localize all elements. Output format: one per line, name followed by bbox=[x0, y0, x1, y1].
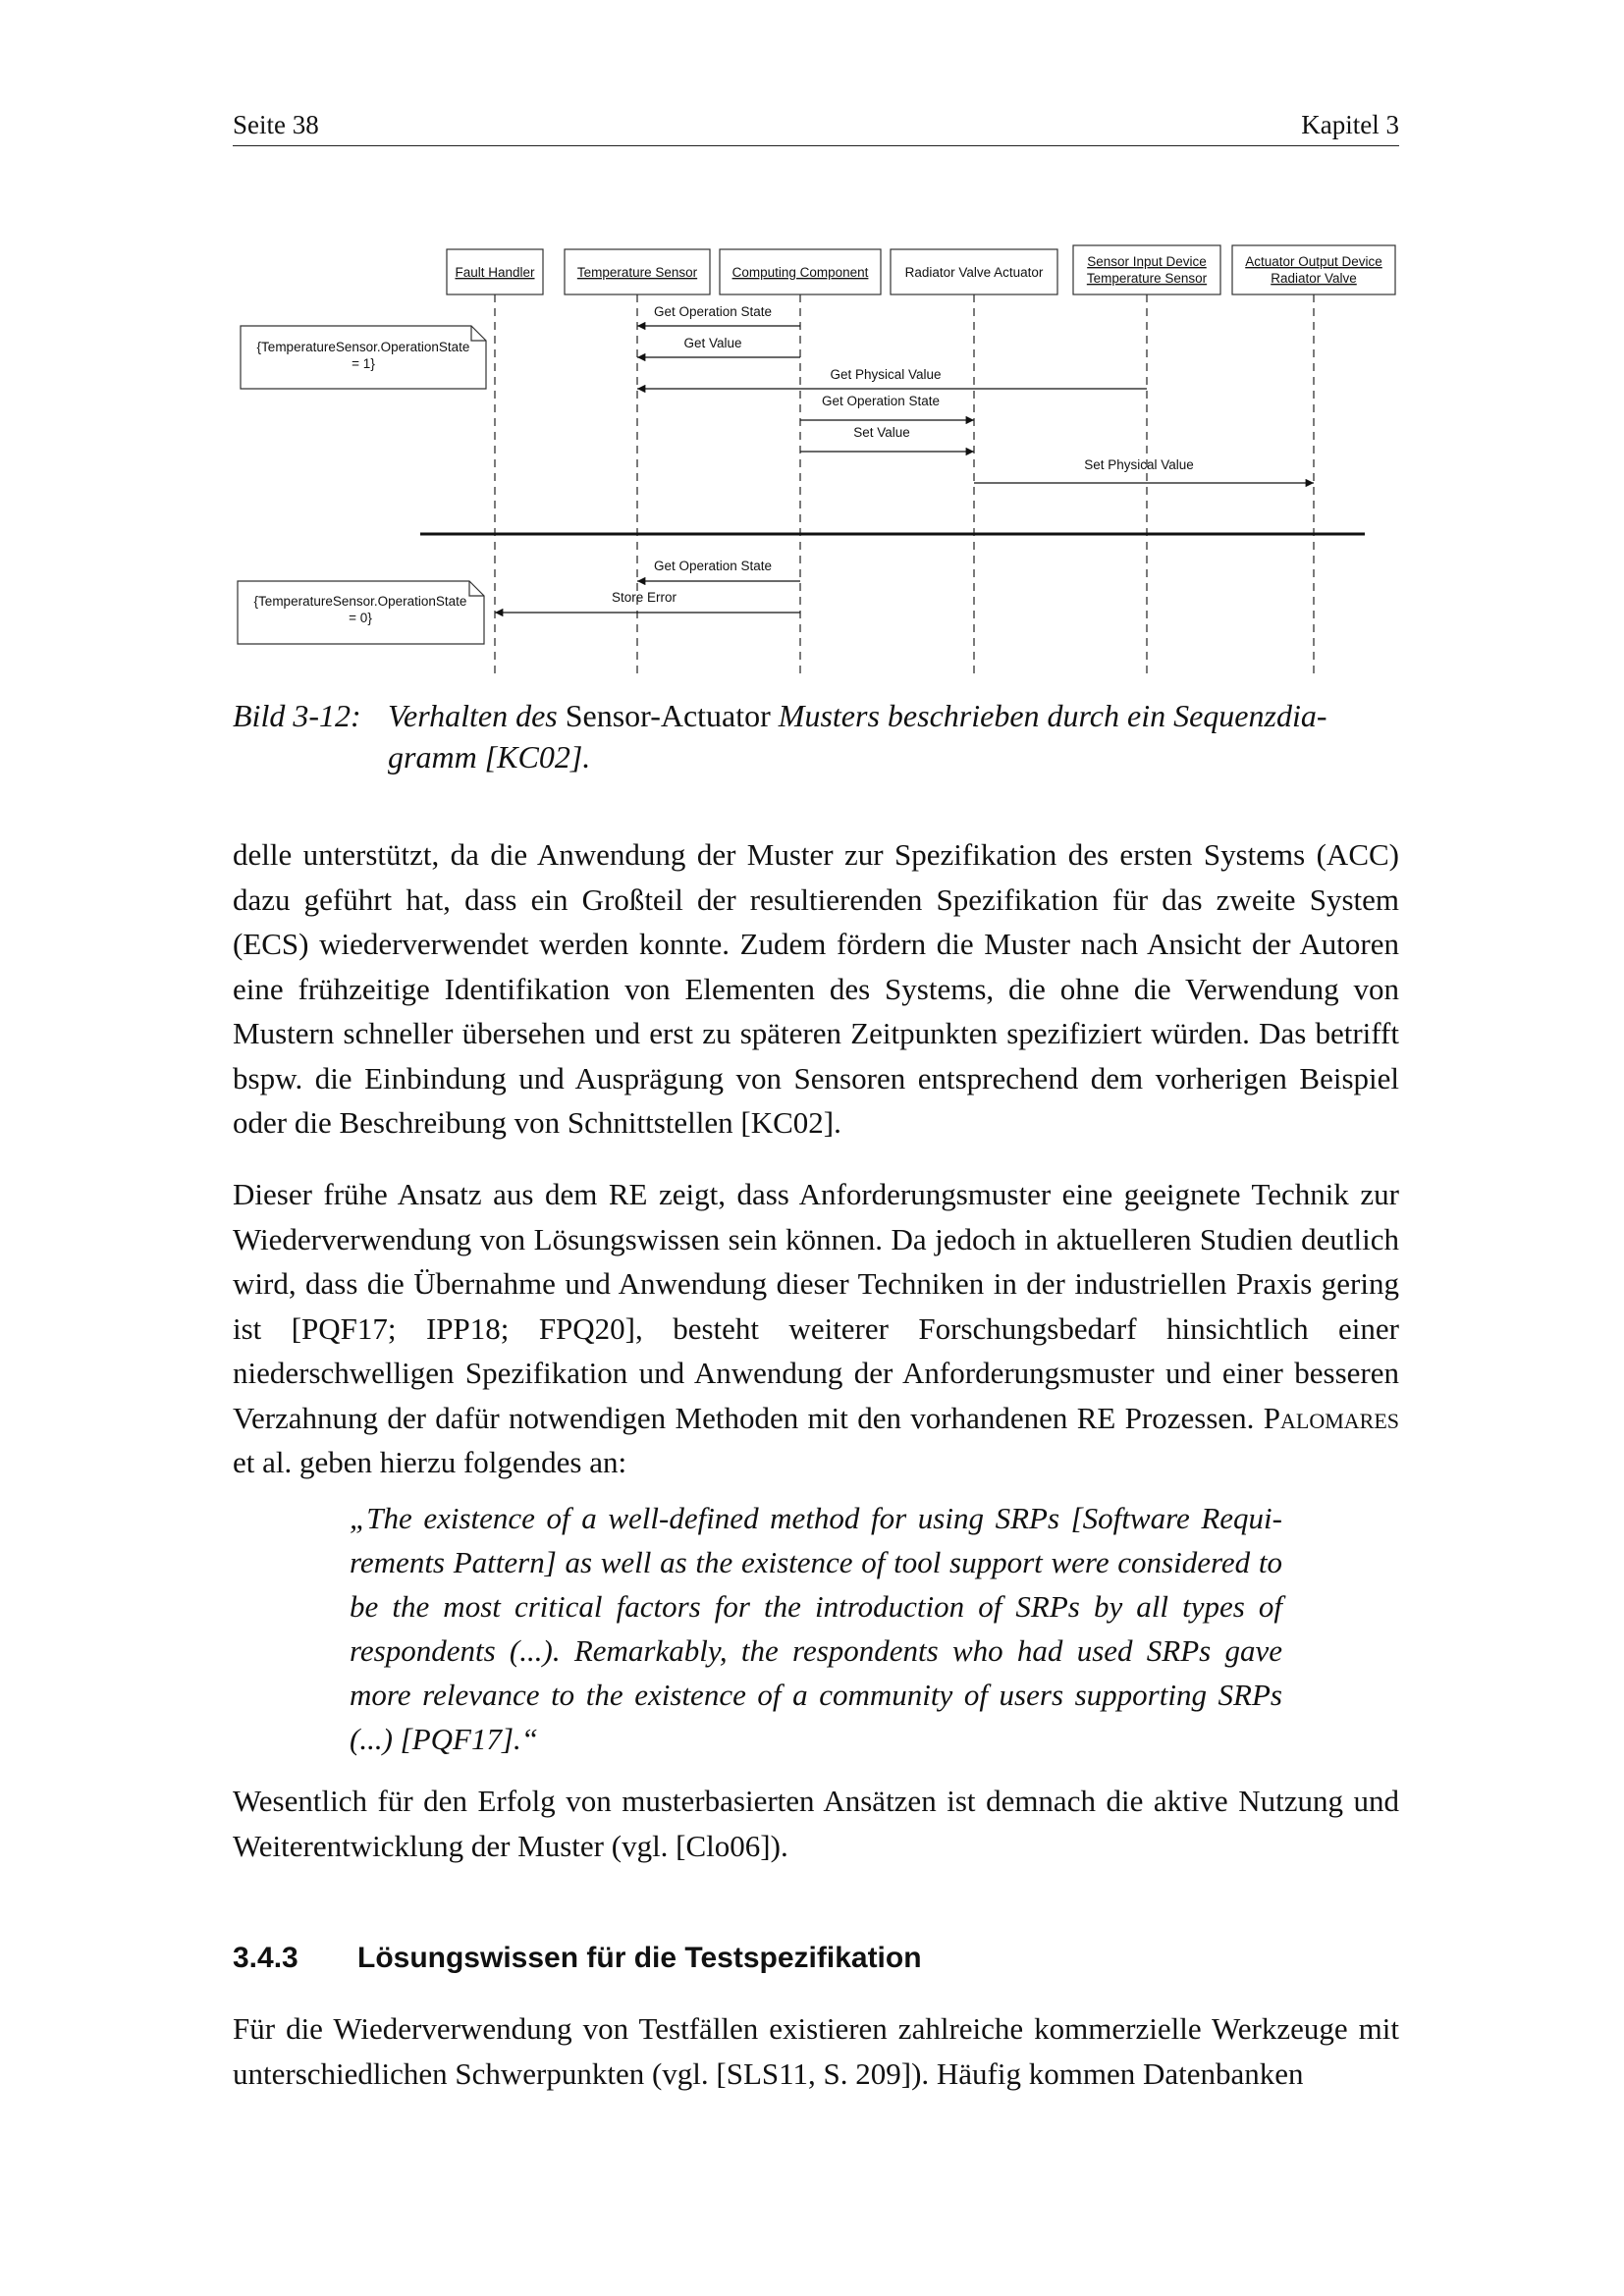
caption-text bbox=[388, 695, 1406, 777]
lifeline-radiator-valve-actuator bbox=[891, 249, 1057, 679]
note-text: = 1} bbox=[352, 356, 375, 371]
lifeline-label: Fault Handler bbox=[455, 265, 535, 280]
caption-part: Musters beschrieben durch ein Sequenzdia-gramm [KC02]. bbox=[388, 698, 1327, 774]
paragraph-3: Wesentlich für den Erfolg von musterbasierten Ansätzen ist demnach die aktive Nutzung und Weiterentwicklung der Muster (vgl. [Clo06]). bbox=[233, 1784, 1399, 1863]
paragraph-2 bbox=[233, 1172, 1399, 1485]
message-label: Set Physical Value bbox=[1084, 457, 1194, 472]
lifeline-label: Temperature Sensor bbox=[576, 265, 698, 280]
message bbox=[974, 457, 1314, 483]
message bbox=[800, 394, 974, 420]
caption-pattern-name: Sensor-Actuator bbox=[565, 698, 771, 733]
message-label: Get Operation State bbox=[821, 394, 941, 408]
paragraph-1: delle unterstützt, da die Anwendung der Muster zur Spezifikation des ersten Systems (ACC) dazu geführt hat, dass ein Großteil der resultierenden Spezifikation für das zweite System (ECS) wiederverwendet werden konnte. Zudem fördern die Muster nach Ansicht der Autoren eine frühzeitige Identifikation von Elementen des Systems, die ohne die Verwendung von Mustern schneller übersehen und erst zu späteren Zeitpunkten spezifiziert würden. Das betrifft bspw. die Einbindung und Ausprägung von Sensoren entsprechend dem vorherigen Beispiel oder die Beschreibung von Schnittstellen [KC02]. bbox=[233, 837, 1399, 1140]
message bbox=[637, 559, 800, 581]
message-label: Get Value bbox=[683, 336, 742, 350]
message-label: Set Value bbox=[853, 425, 910, 440]
caption-label: Bild 3-12: bbox=[233, 698, 361, 733]
message bbox=[637, 336, 800, 357]
message-label: Get Operation State bbox=[653, 559, 773, 573]
message bbox=[637, 367, 1147, 389]
lifeline-label: Actuator Output Device bbox=[1245, 254, 1382, 269]
chapter-label: Kapitel 3 bbox=[1301, 110, 1399, 139]
note-text: = 0} bbox=[349, 611, 372, 625]
sequence-diagram bbox=[226, 236, 1404, 687]
lifeline-label: Radiator Valve Actuator bbox=[904, 265, 1044, 280]
message bbox=[800, 425, 974, 452]
lifeline-label: Temperature Sensor bbox=[1086, 271, 1208, 286]
page-number: Seite 38 bbox=[233, 110, 319, 139]
page-header bbox=[233, 106, 1399, 146]
note-text: {TemperatureSensor.OperationState bbox=[253, 594, 467, 609]
author-name: Palomares bbox=[1263, 1400, 1400, 1435]
paragraph-2-text: Dieser frühe Ansatz aus dem RE zeigt, dass Anforderungsmuster eine geeignete Technik zur Wiederverwendung von Lösungswissen sein können. Da jedoch in aktuelleren Studien deutlich wird, dass die Übernahme und Anwendung dieser Techniken in der industriellen Praxis gering ist [PQF17; IPP18; FPQ20], besteht weiterer Forschungsbedarf hinsichtlich einer niederschwelligen Spezifikation und Anwendung der Anforderungsmuster und einer besseren Verzahnung der dafür notwendigen Methoden mit den vorhandenen RE Prozessen. bbox=[233, 1177, 1399, 1435]
constraint-note bbox=[238, 581, 484, 644]
message bbox=[495, 590, 800, 613]
block-quote: „The existence of a well-defined method for using SRPs [Software Requi-rements Pattern] as well as the existence of tool support were considered to be the most critical factors for the introduction of SRPs by all types of respondents (...). Remarkably, the respondents who had used SRPs gave more relevance to the existence of a community of users supporting SRPs (...) [PQF17].“ bbox=[350, 1501, 1282, 1756]
section-number: 3.4.3 bbox=[233, 1942, 298, 1974]
lifeline-actuator-output-device bbox=[1232, 245, 1395, 679]
lifeline-label: Radiator Valve bbox=[1271, 271, 1357, 286]
constraint-note bbox=[241, 326, 486, 389]
note-text: {TemperatureSensor.OperationState bbox=[256, 340, 470, 354]
lifeline-label: Sensor Input Device bbox=[1087, 254, 1207, 269]
caption-part: Verhalten des bbox=[388, 698, 566, 733]
message-label: Store Error bbox=[611, 590, 677, 605]
section-title: Lösungswissen für die Testspezifikation bbox=[357, 1942, 922, 1974]
paragraph-4: Für die Wiederverwendung von Testfällen existieren zahlreiche kommerzielle Werkzeuge mit unterschiedlichen Schwerpunkten (vgl. [SLS11, S. 209]). Häufig kommen Datenbanken bbox=[233, 2011, 1399, 2091]
paragraph-2-tail: et al. geben hierzu folgendes an: bbox=[233, 1445, 627, 1479]
message bbox=[637, 304, 800, 326]
lifeline-label: Computing Component bbox=[731, 265, 869, 280]
message-label: Get Physical Value bbox=[830, 367, 942, 382]
message-label: Get Operation State bbox=[653, 304, 773, 319]
